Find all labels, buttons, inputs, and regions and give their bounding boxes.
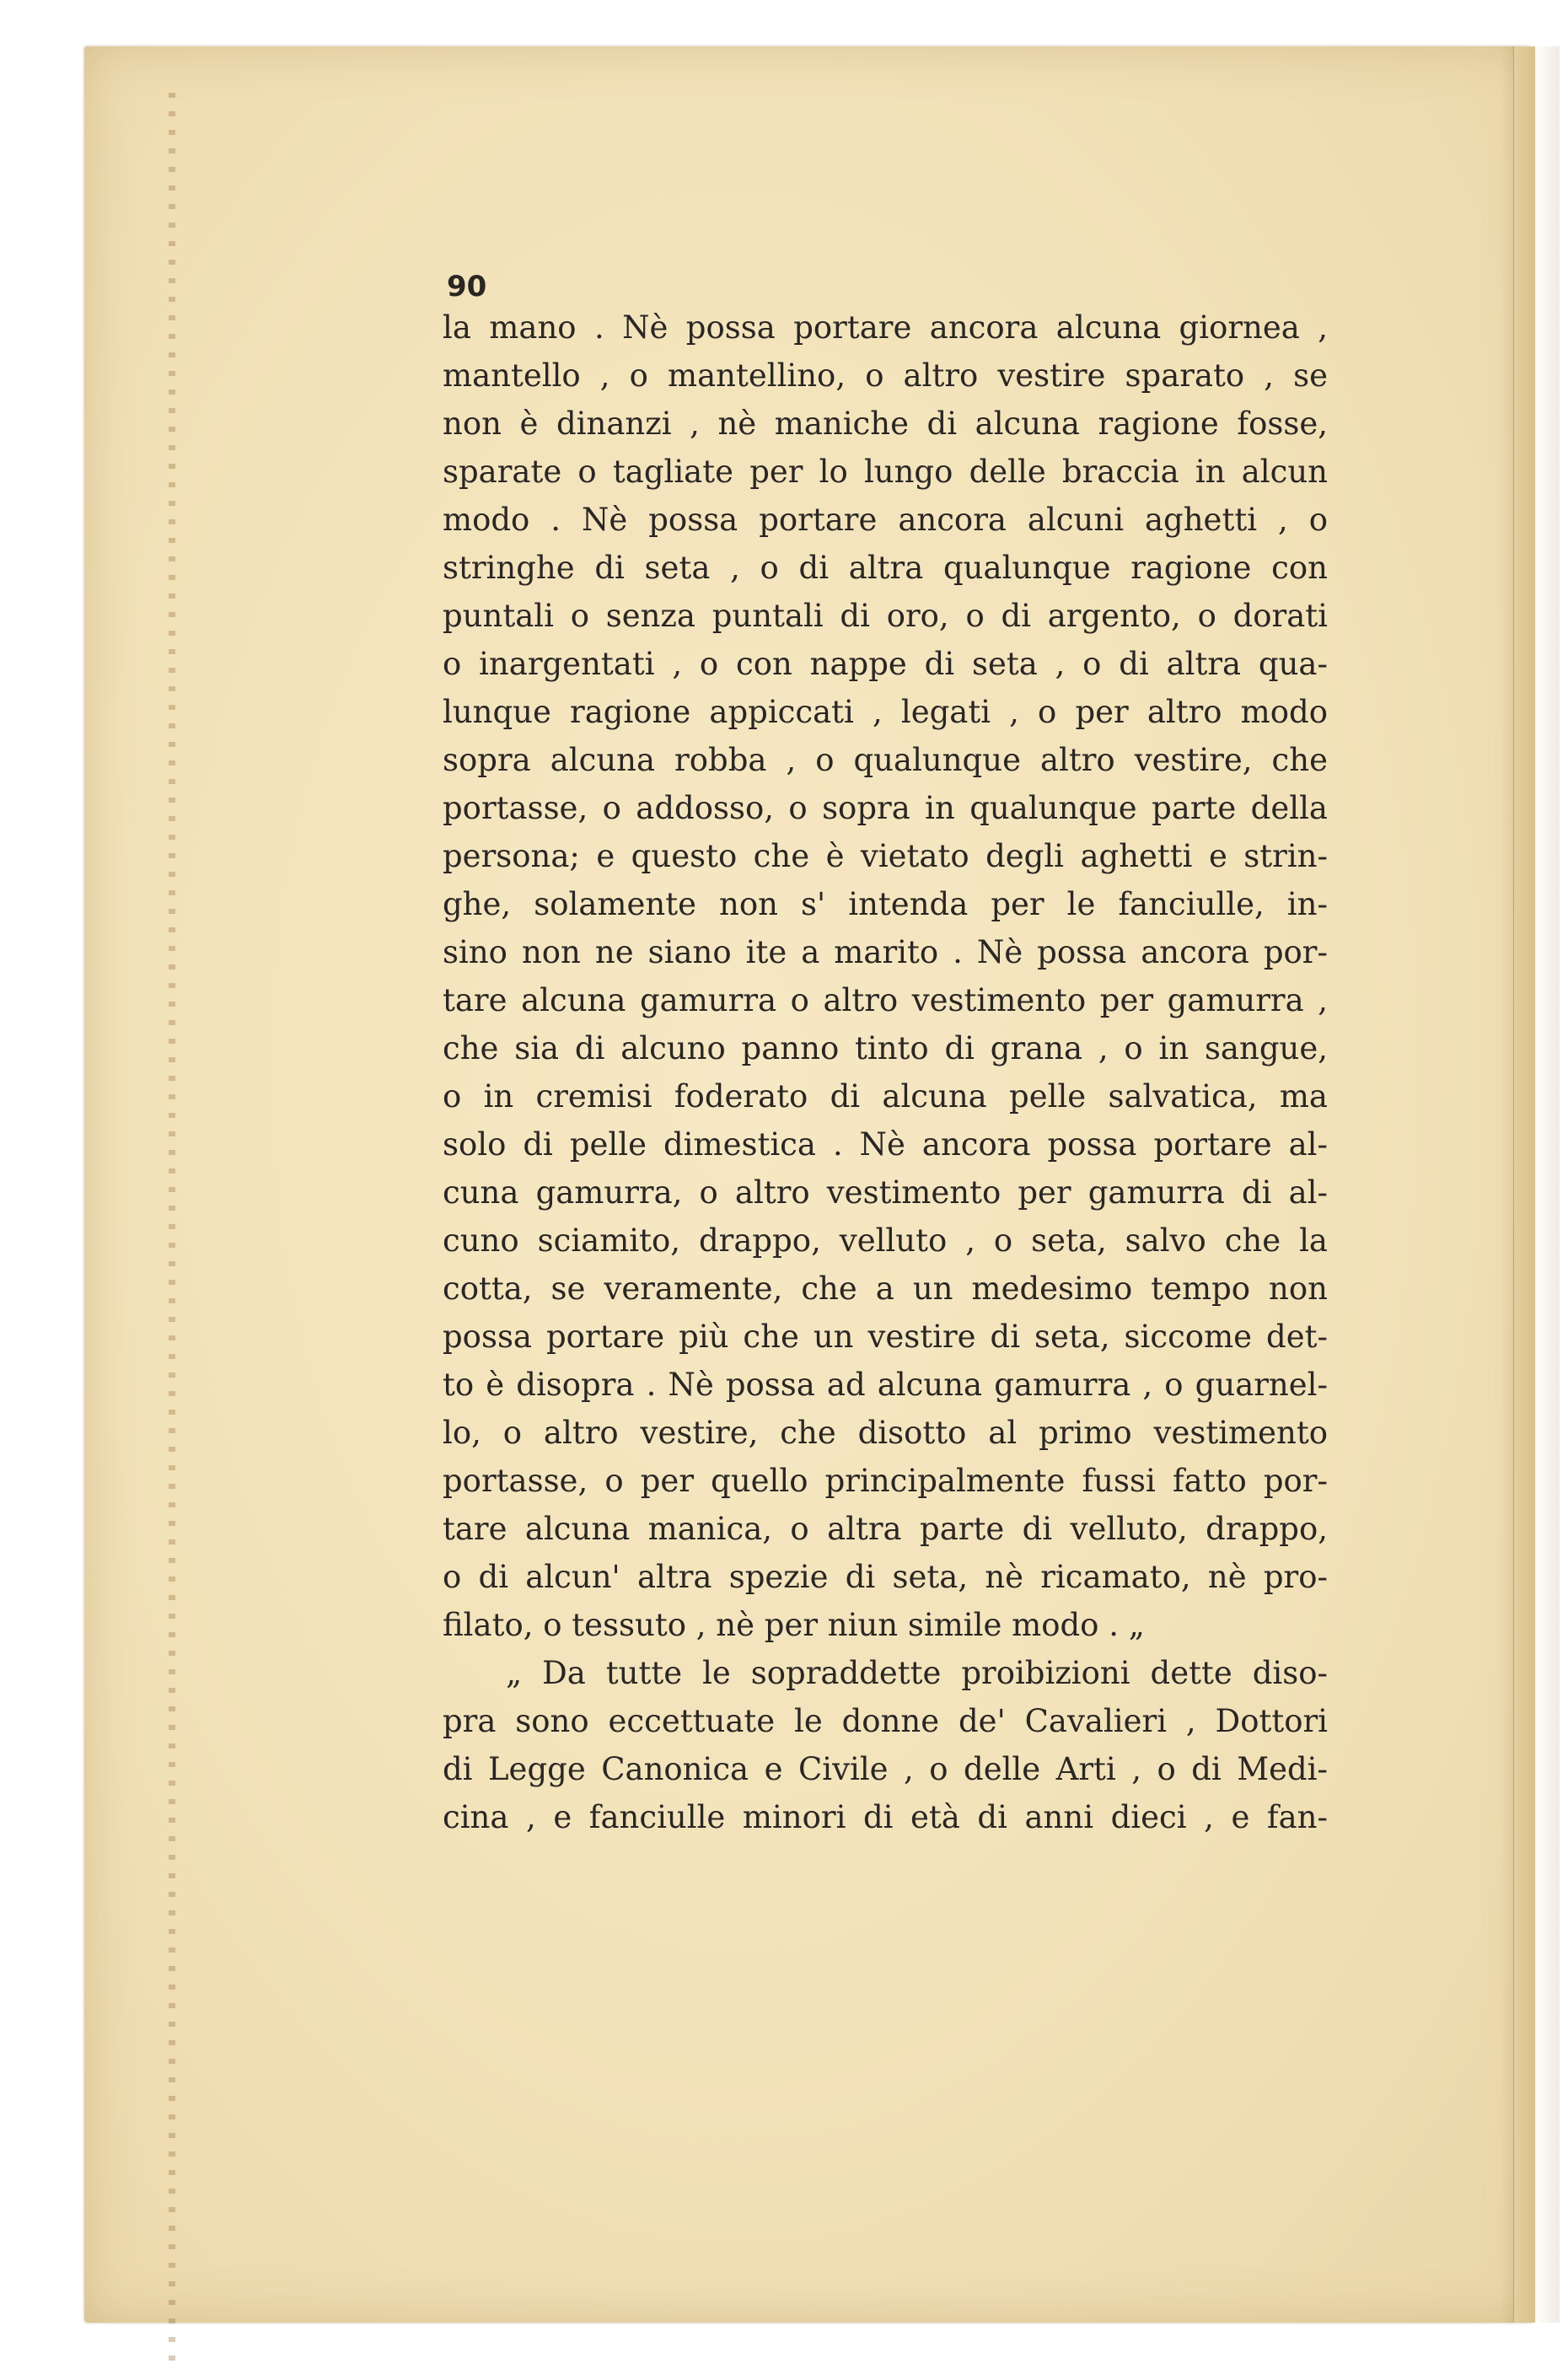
text-line-7: puntali o senza puntali di oro, o di argento, o dorati [443,598,1328,634]
text-line-21: cotta, se veramente, che a un medesimo tempo non [443,1270,1328,1307]
text-line-28: filato, o tessuto , nè per niun simile modo . „ [443,1607,1145,1643]
text-line-4: sparate o tagliate per lo lungo delle braccia in alcun [443,454,1328,490]
text-line-13: ghe, solamente non s' intenda per le fanciulle, in- [443,886,1328,922]
text-line-2: mantello , o mantellino, o altro vestire sparato , se [443,357,1328,394]
text-line-17: o in cremisi foderato di alcuna pelle salvatica, ma [443,1078,1328,1115]
text-line-10: sopra alcuna robba , o qualunque altro vestire, che [443,742,1328,778]
page-number: 90 [447,270,487,304]
text-line-25: portasse, o per quello principalmente fussi fatto por- [443,1463,1328,1499]
text-line-5: modo . Nè possa portare ancora alcuni aghetti , o [443,502,1328,538]
text-line-14: sino non ne siano ite a marito . Nè possa ancora por- [443,934,1328,970]
text-line-1: la mano . Nè possa portare ancora alcuna giornea , [443,309,1328,346]
text-line-16: che sia di alcuno panno tinto di grana , o in sangue, [443,1030,1328,1066]
text-line-22: possa portare più che un vestire di seta, siccome det- [443,1319,1328,1355]
page-text-block [443,270,1328,1841]
text-line-6: stringhe di seta , o di altra qualunque ragione con [443,550,1328,586]
deckle-edge [169,93,175,2369]
text-line-12: persona; e questo che è vietato degli aghetti e strin- [443,838,1328,874]
text-line-18: solo di pelle dimestica . Nè ancora possa portare al- [443,1126,1328,1163]
text-line-8: o inargentati , o con nappe di seta , o di altra qua- [443,646,1328,682]
text-line-30: pra sono eccettuate le donne de' Cavalieri , Dottori [443,1703,1328,1739]
text-line-27: o di alcun' altra spezie di seta, nè ricamato, nè pro- [443,1559,1328,1595]
text-line-26: tare alcuna manica, o altra parte di velluto, drappo, [443,1511,1328,1547]
text-line-23: to è disopra . Nè possa ad alcuna gamurra , o guarnel- [443,1367,1328,1403]
text-line-32: cina , e fanciulle minori di età di anni dieci , e fan- [443,1799,1328,1835]
text-line-24: lo, o altro vestire, che disotto al primo vestimento [443,1415,1328,1451]
text-line-20: cuno sciamito, drappo, velluto , o seta, salvo che la [443,1222,1328,1259]
text-line-31: di Legge Canonica e Civile , o delle Arti , o di Medi- [443,1751,1328,1787]
text-line-3: non è dinanzi , nè maniche di alcuna ragione fosse, [443,406,1328,442]
book-spine-edge [1513,46,1535,2323]
text-line-19: cuna gamurra, o altro vestimento per gamurra di al- [443,1174,1328,1211]
text-line-29: „ Da tutte le sopraddette proibizioni dette diso- [506,1655,1328,1691]
text-line-11: portasse, o addosso, o sopra in qualunque parte della [443,790,1328,826]
text-line-9: lunque ragione appiccati , legati , o per altro modo [443,694,1328,730]
text-line-15: tare alcuna gamurra o altro vestimento per gamurra , [443,982,1328,1018]
